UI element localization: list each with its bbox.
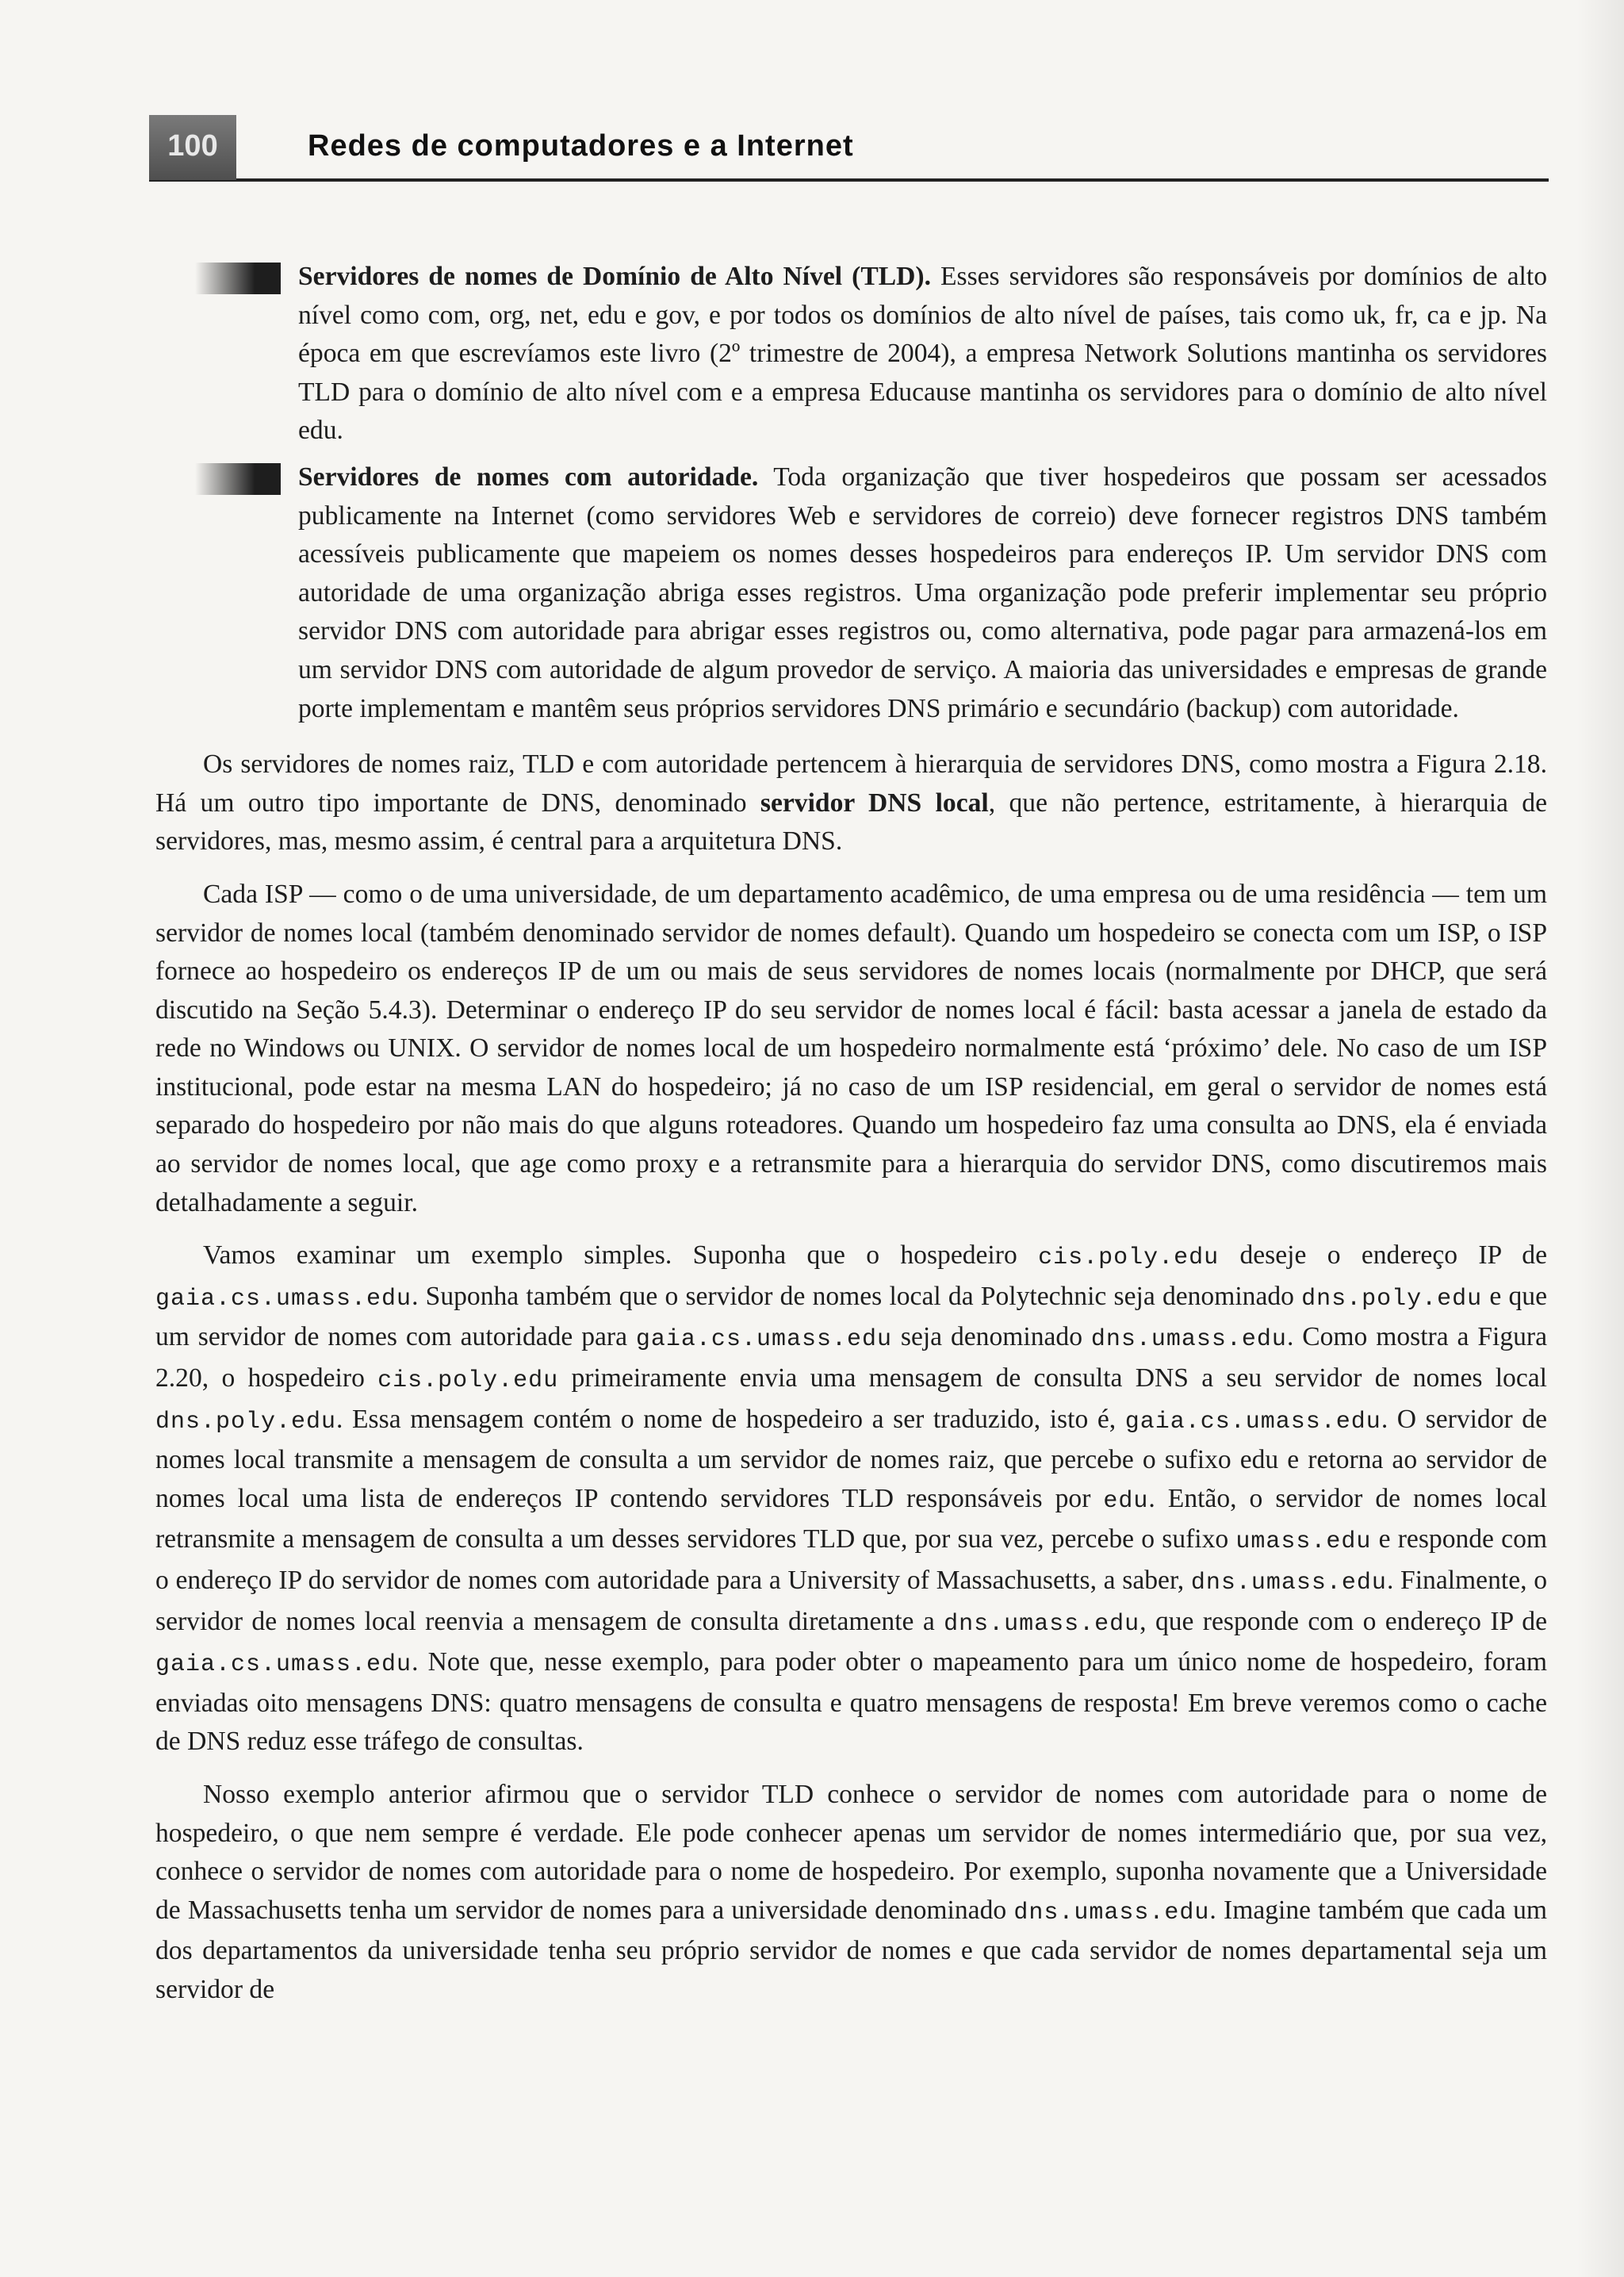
page-edge-shadow [1576,0,1624,2277]
paragraph-4 [155,1776,1547,2010]
hostname: dns.poly.edu [1301,1285,1483,1313]
text-run: primeiramente envia uma mensagem de consulta DNS a seu servidor de nomes local [558,1363,1547,1393]
paragraph-1 [155,746,1547,861]
bullet-term: Servidores de nomes com autoridade. [298,462,759,492]
page-content [155,258,1548,2024]
hostname: gaia.cs.umass.edu [1124,1408,1381,1436]
text-run: . Imagine também que cada um dos departamentos da universidade tenha seu próprio servidor de nomes e que cada servidor de nomes departamental seja um servidor de [155,1895,1547,2004]
hostname: dns.umass.edu [1090,1326,1287,1354]
text-run: Nosso exemplo anterior afirmou que o servidor TLD conhece o servidor de nomes com autoridade para o nome de hospedeiro, o que nem sempre é verdade. Ele pode conhecer apenas um servidor de nomes intermediário que, por sua vez, conhece o servidor de nomes com autoridade para o nome de hospedeiro. Por exemplo, suponha novamente que a Universidade de Massachusetts tenha um servidor de nomes para a universidade denominado [155,1779,1547,1925]
hostname: umass.edu [1235,1528,1372,1556]
text-run: . Finalmente, o servidor de nomes local reenvia a mensagem de consulta diretamente a [155,1566,1547,1636]
running-title: Redes de computadores e a Internet [308,129,854,163]
text-run: , que responde com o endereço IP de [1139,1606,1547,1636]
text-run: . O servidor de nomes local transmite a mensagem de consulta a um servidor de nomes raiz, que percebe o sufixo edu e retorna ao servidor de nomes local uma lista de endereços IP contendo servidores TLD responsáveis por [155,1404,1547,1513]
text-run: seja denominado [891,1322,1091,1352]
bold-term: servidor DNS local [760,788,989,818]
page-number: 100 [167,129,218,163]
text-run: . Como mostra a Figura 2.20, o hospedeiro [155,1322,1547,1393]
bullet-marker [195,263,281,294]
text-run: e responde com o endereço IP do servidor de nomes com autoridade para a University of Massachusetts, a saber, [155,1524,1547,1595]
bullet-term: Servidores de nomes de Domínio de Alto Nível (TLD). [298,262,931,291]
text-run: . Note que, nesse exemplo, para poder obter o mapeamento para um único nome de hospedeiro, foram enviadas oito mensagens DNS: quatro mensagens de consulta e quatro mensagens de resposta! Em breve veremos como o cache de DNS reduz esse tráfego de consultas. [155,1647,1547,1757]
body-text [155,746,1547,2009]
text-run: e que um servidor de nomes com autoridade para [155,1281,1547,1352]
hostname: dns.poly.edu [155,1408,337,1436]
page-header [149,115,1549,182]
hostname: cis.poly.edu [377,1367,559,1395]
text-run: , que não pertence, estritamente, à hierarquia de servidores, mas, mesmo assim, é central para a arquitetura DNS. [155,788,1548,857]
bullet-text: Toda organização que tiver hospedeiros que possam ser acessados publicamente na Internet (como servidores Web e servidores de correio) deve fornecer registros DNS também acessíveis publicamente que mapeiem os nomes desses hospedeiros para endereços IP. Um servidor DNS com autoridade de uma organização abriga esses registros. Uma organização pode preferir implementar seu próprio servidor DNS com autoridade para abrigar esses registros ou, como alternativa, pode pagar para armazená-los em um servidor DNS com autoridade de algum provedor de serviço. A maioria das universidades e empresas de grande porte implementam e mantêm seus próprios servidores DNS primário e secundário (backup) com autoridade. [298,462,1547,723]
page-number-box [149,115,236,180]
text-run: Vamos examinar um exemplo simples. Suponha que o hospedeiro [203,1240,1039,1271]
text-run: deseje o endereço IP de [1219,1240,1547,1271]
hostname: edu [1103,1487,1149,1515]
hostname: gaia.cs.umass.edu [155,1285,412,1313]
text-run: Cada ISP — como o de uma universidade, de um departamento acadêmico, de uma empresa ou de uma residência — tem um servidor de nomes local (também denominado servidor de nomes default). Quando um hospedeiro se conecta com um ISP, o ISP fornece ao hospedeiro os endereços IP de um ou mais de seus servidores de nomes locais (normalmente por DHCP, que será discutido na Seção 5.4.3). Determinar o endereço IP do seu servidor de nomes local é fácil: basta acessar a janela de estado da rede no Windows ou UNIX. O servidor de nomes local de um hospedeiro normalmente está ‘próximo’ dele. No caso de um ISP institucional, pode estar na mesma LAN do hospedeiro; já no caso de um ISP residencial, em geral o servidor de nomes está separado do hospedeiro por não mais do que alguns roteadores. Quando um hospedeiro faz uma consulta ao DNS, ela é enviada ao servidor de nomes local, que age como proxy e a retransmite para a hierarquia do servidor DNS, como discutiremos mais detalhadamente a seguir. [155,879,1547,1217]
bullet-text: Esses servidores são responsáveis por domínios de alto nível como com, org, net, edu e gov, e por todos os domínios de alto nível de países, tais como uk, fr, ca e jp. Na época em que escrevíamos este livro (2º trimestre de 2004), a empresa Network Solutions mantinha os servidores TLD para o domínio de alto nível com e a empresa Educause mantinha os servidores para o domínio de alto nível edu. [298,262,1547,446]
hostname: cis.poly.edu [1038,1244,1220,1272]
hostname: gaia.cs.umass.edu [635,1326,892,1354]
paragraph-2 [155,876,1547,1222]
text-run: . Então, o servidor de nomes local retransmite a mensagem de consulta a um desses servidores TLD que, por sua vez, percebe o sufixo [155,1483,1547,1554]
hostname: dns.umass.edu [944,1610,1140,1638]
bullet-item-authoritative [227,458,1547,728]
hostname: dns.umass.edu [1013,1899,1210,1926]
bullet-item-tld [227,258,1547,450]
text-run: . Suponha também que o servidor de nomes local da Polytechnic seja denominado [412,1281,1302,1311]
paragraph-3 [155,1236,1547,1761]
hostname: dns.umass.edu [1190,1570,1387,1597]
bullet-marker [195,463,281,495]
text-run: Os servidores de nomes raiz, TLD e com autoridade pertencem à hierarquia de servidores DNS, como mostra a Figura 2.18. Há um outro tipo importante de DNS, denominado [155,749,1547,818]
hostname: gaia.cs.umass.edu [155,1651,412,1679]
text-run: . Essa mensagem contém o nome de hospedeiro a ser traduzido, isto é, [336,1404,1125,1434]
